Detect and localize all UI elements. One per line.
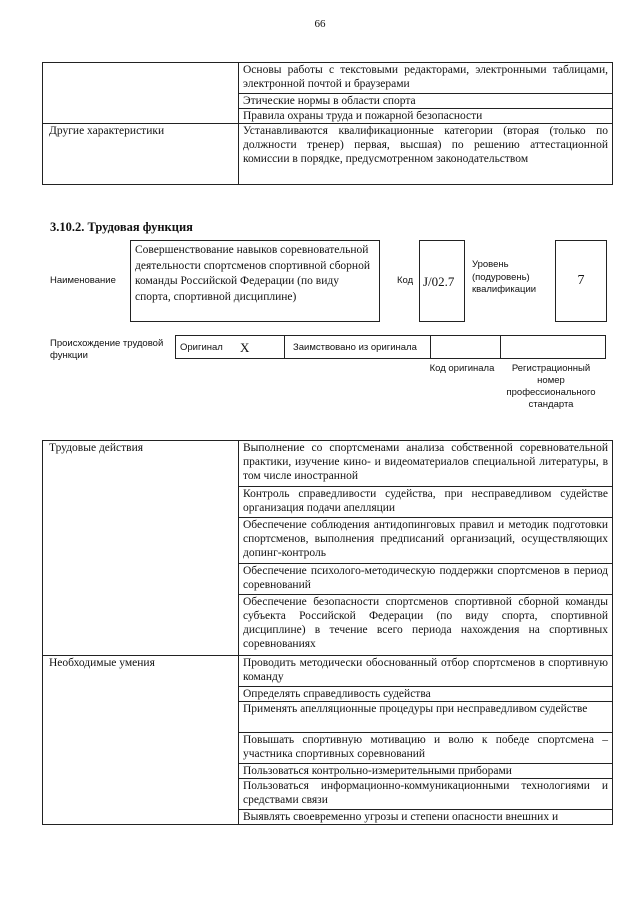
reg-number-cell	[500, 335, 606, 359]
level-value: 7	[555, 240, 607, 322]
top-table-item: Правила охраны труда и пожарной безопасности	[239, 109, 613, 124]
top-table-item: Основы работы с текстовыми редакторами, электронными таблицами, электронной почтой и браузерами	[239, 63, 613, 94]
action-item: Обеспечение безопасности спортсменов спортивной сборной команды субъекта Российской Федерации (по виду спорта, спортивной дисциплине) в течение всего периода нахождения на спортивных соревнованиях	[239, 595, 613, 656]
group-label-skills: Необходимые умения	[43, 656, 239, 825]
top-table-item: Этические нормы в области спорта	[239, 94, 613, 109]
action-item: Обеспечение психолого-методическую поддержки спортсменов в период соревнований	[239, 564, 613, 595]
reg-number-label: Регистрационный номер профессионального стандарта	[506, 363, 596, 410]
skill-item: Проводить методически обоснованный отбор спортсменов в спортивную команду	[239, 656, 613, 687]
top-table-left-cell: Другие характеристики	[43, 124, 239, 185]
name-value: Совершенствование навыков соревновательной деятельности спортсменов спортивной сборной команды Российской Федерации (по виду спорта, спортивной дисциплине)	[130, 240, 380, 322]
top-table	[42, 62, 613, 185]
skill-item: Выявлять своевременно угрозы и степени опасности внешних и	[239, 810, 613, 825]
origin-label: Происхождение трудовой функции	[50, 338, 164, 361]
action-item: Обеспечение соблюдения антидопинговых правил и методик подготовки спортсменов, выполнения предписаний организаций, осуществляющих допинг-контроль	[239, 518, 613, 564]
orig-code-cell	[430, 335, 501, 359]
borrowed-cell	[284, 335, 431, 359]
group-label-actions: Трудовые действия	[43, 441, 239, 656]
top-table-left-cell	[43, 63, 239, 124]
action-item: Выполнение со спортсменами анализа собственной соревновательной практики, изучение кино- и видеоматериалов специальной литературы, в том числе иностранной	[239, 441, 613, 487]
main-table	[42, 440, 613, 825]
skill-item: Определять справедливость судейства	[239, 687, 613, 702]
original-mark: X	[240, 340, 250, 355]
skill-item: Пользоваться информационно-коммуникационными технологиями и средствами связи	[239, 779, 613, 810]
orig-code-label: Код оригинала	[429, 363, 495, 374]
skill-item: Повышать спортивную мотивацию и волю к победе спортсмена – участника спортивных соревнований	[239, 733, 613, 764]
level-label: Уровень (подуровень) квалификации	[472, 259, 537, 295]
code-value: J/02.7	[419, 240, 465, 322]
skill-item: Пользоваться контрольно-измерительными приборами	[239, 764, 613, 779]
borrowed-label: Заимствовано из оригинала	[293, 342, 417, 353]
action-item: Контроль справедливости судейства, при несправедливом судействе организация подачи апелляции	[239, 487, 613, 518]
page-number: 66	[314, 18, 326, 30]
original-label: Оригинал	[180, 342, 223, 353]
top-table-item: Устанавливаются квалификационные категории (вторая (только по должности тренер) первая, высшая) по решению аттестационной комиссии в порядке, предусмотренном законодательством	[239, 124, 613, 185]
code-label: Код	[397, 275, 414, 286]
name-label: Наименование	[50, 275, 116, 286]
original-cell	[175, 335, 285, 359]
skill-item: Применять апелляционные процедуры при несправедливом судействе	[239, 702, 613, 733]
section-heading: 3.10.2. Трудовая функция	[50, 220, 193, 234]
